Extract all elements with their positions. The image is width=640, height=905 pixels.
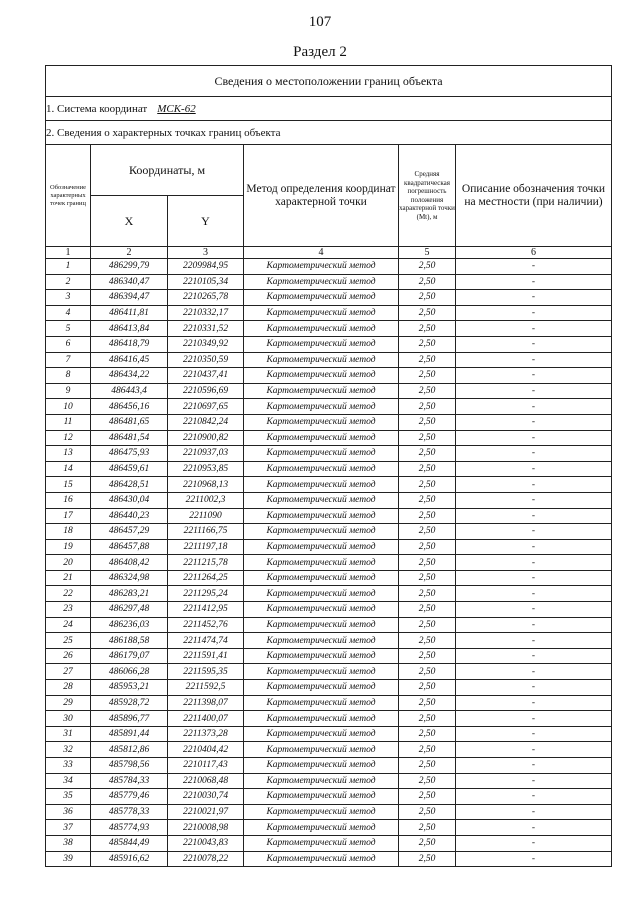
y-coordinate-cell: 2211400,07	[168, 711, 244, 727]
column-number: 2	[91, 247, 168, 259]
column-number: 4	[244, 247, 399, 259]
rms-cell: 2,50	[399, 368, 456, 384]
description-cell: -	[456, 851, 612, 867]
point-id-cell: 38	[46, 835, 91, 851]
y-coordinate-cell: 2210437,41	[168, 368, 244, 384]
x-coordinate-cell: 486408,42	[91, 555, 168, 571]
method-cell: Картометрический метод	[244, 648, 399, 664]
rms-cell: 2,50	[399, 336, 456, 352]
y-coordinate-cell: 2211166,75	[168, 524, 244, 540]
y-coordinate-cell: 2211398,07	[168, 695, 244, 711]
table-row	[46, 758, 612, 774]
x-coordinate-cell: 486236,03	[91, 617, 168, 633]
method-cell: Картометрический метод	[244, 726, 399, 742]
rms-cell: 2,50	[399, 586, 456, 602]
x-coordinate-cell: 485778,33	[91, 804, 168, 820]
description-cell: -	[456, 586, 612, 602]
method-cell: Картометрический метод	[244, 290, 399, 306]
x-coordinate-cell: 486394,47	[91, 290, 168, 306]
rms-cell: 2,50	[399, 305, 456, 321]
method-cell: Картометрический метод	[244, 555, 399, 571]
point-id-cell: 1	[46, 259, 91, 275]
column-number: 5	[399, 247, 456, 259]
description-cell: -	[456, 524, 612, 540]
point-id-cell: 10	[46, 399, 91, 415]
point-id-cell: 6	[46, 336, 91, 352]
header-rms: Средняя квадратическая погрешность положения характерной точки (Mt), м	[399, 145, 456, 247]
x-coordinate-cell: 486297,48	[91, 602, 168, 618]
point-id-cell: 20	[46, 555, 91, 571]
y-coordinate-cell: 2211474,74	[168, 633, 244, 649]
point-id-cell: 18	[46, 524, 91, 540]
y-coordinate-cell: 2211373,28	[168, 726, 244, 742]
rms-cell: 2,50	[399, 383, 456, 399]
method-cell: Картометрический метод	[244, 602, 399, 618]
method-cell: Картометрический метод	[244, 773, 399, 789]
rms-cell: 2,50	[399, 711, 456, 727]
column-number: 1	[46, 247, 91, 259]
table-row	[46, 711, 612, 727]
header-method: Метод определения координат характерной точки	[244, 145, 399, 247]
header-point: Обозначение характерных точек границ	[46, 145, 91, 247]
rms-cell: 2,50	[399, 290, 456, 306]
description-cell: -	[456, 368, 612, 384]
rms-cell: 2,50	[399, 804, 456, 820]
rms-cell: 2,50	[399, 648, 456, 664]
point-id-cell: 30	[46, 711, 91, 727]
table-row	[46, 804, 612, 820]
point-id-cell: 39	[46, 851, 91, 867]
x-coordinate-cell: 485774,93	[91, 820, 168, 836]
rms-cell: 2,50	[399, 726, 456, 742]
method-cell: Картометрический метод	[244, 461, 399, 477]
table-row	[46, 586, 612, 602]
header-x: X	[91, 196, 168, 247]
y-coordinate-cell: 2210842,24	[168, 414, 244, 430]
description-cell: -	[456, 259, 612, 275]
description-cell: -	[456, 321, 612, 337]
method-cell: Картометрический метод	[244, 414, 399, 430]
method-cell: Картометрический метод	[244, 758, 399, 774]
description-cell: -	[456, 773, 612, 789]
method-cell: Картометрический метод	[244, 274, 399, 290]
x-coordinate-cell: 486456,16	[91, 399, 168, 415]
rms-cell: 2,50	[399, 633, 456, 649]
x-coordinate-cell: 486434,22	[91, 368, 168, 384]
rms-cell: 2,50	[399, 446, 456, 462]
point-id-cell: 35	[46, 789, 91, 805]
rms-cell: 2,50	[399, 695, 456, 711]
rms-cell: 2,50	[399, 570, 456, 586]
point-id-cell: 9	[46, 383, 91, 399]
description-cell: -	[456, 648, 612, 664]
point-id-cell: 34	[46, 773, 91, 789]
y-coordinate-cell: 2210008,98	[168, 820, 244, 836]
rms-cell: 2,50	[399, 508, 456, 524]
table-row	[46, 680, 612, 696]
description-cell: -	[456, 570, 612, 586]
rms-cell: 2,50	[399, 414, 456, 430]
rms-cell: 2,50	[399, 259, 456, 275]
page-number: 107	[308, 14, 332, 30]
description-cell: -	[456, 758, 612, 774]
y-coordinate-cell: 2211452,76	[168, 617, 244, 633]
point-id-cell: 5	[46, 321, 91, 337]
description-cell: -	[456, 726, 612, 742]
rms-cell: 2,50	[399, 851, 456, 867]
rms-cell: 2,50	[399, 773, 456, 789]
description-cell: -	[456, 804, 612, 820]
point-id-cell: 8	[46, 368, 91, 384]
y-coordinate-cell: 2210105,34	[168, 274, 244, 290]
description-cell: -	[456, 789, 612, 805]
table-row	[46, 492, 612, 508]
description-cell: -	[456, 336, 612, 352]
table-row	[46, 336, 612, 352]
table-row	[46, 321, 612, 337]
rms-cell: 2,50	[399, 555, 456, 571]
description-cell: -	[456, 602, 612, 618]
y-coordinate-cell: 2210953,85	[168, 461, 244, 477]
y-coordinate-cell: 2211002,3	[168, 492, 244, 508]
x-coordinate-cell: 485896,77	[91, 711, 168, 727]
table-row	[46, 851, 612, 867]
rms-cell: 2,50	[399, 524, 456, 540]
description-cell: -	[456, 290, 612, 306]
description-cell: -	[456, 414, 612, 430]
x-coordinate-cell: 485784,33	[91, 773, 168, 789]
method-cell: Картометрический метод	[244, 617, 399, 633]
column-number: 6	[456, 247, 612, 259]
description-cell: -	[456, 305, 612, 321]
method-cell: Картометрический метод	[244, 695, 399, 711]
table-row	[46, 617, 612, 633]
x-coordinate-cell: 486416,45	[91, 352, 168, 368]
table-title: Сведения о местоположении границ объекта	[46, 66, 612, 97]
point-id-cell: 28	[46, 680, 91, 696]
method-cell: Картометрический метод	[244, 321, 399, 337]
x-coordinate-cell: 486481,54	[91, 430, 168, 446]
description-cell: -	[456, 352, 612, 368]
table-row	[46, 290, 612, 306]
point-id-cell: 14	[46, 461, 91, 477]
description-cell: -	[456, 383, 612, 399]
table-row	[46, 539, 612, 555]
x-coordinate-cell: 486443,4	[91, 383, 168, 399]
description-cell: -	[456, 664, 612, 680]
point-id-cell: 31	[46, 726, 91, 742]
y-coordinate-cell: 2210043,83	[168, 835, 244, 851]
method-cell: Картометрический метод	[244, 508, 399, 524]
point-id-cell: 23	[46, 602, 91, 618]
y-coordinate-cell: 2210332,17	[168, 305, 244, 321]
rms-cell: 2,50	[399, 820, 456, 836]
header-description: Описание обозначения точки на местности (при наличии)	[456, 145, 612, 247]
method-cell: Картометрический метод	[244, 430, 399, 446]
x-coordinate-cell: 485779,46	[91, 789, 168, 805]
method-cell: Картометрический метод	[244, 336, 399, 352]
rms-cell: 2,50	[399, 664, 456, 680]
rms-cell: 2,50	[399, 602, 456, 618]
header-y: Y	[168, 196, 244, 247]
description-cell: -	[456, 835, 612, 851]
y-coordinate-cell: 2210937,03	[168, 446, 244, 462]
y-coordinate-cell: 2211090	[168, 508, 244, 524]
description-cell: -	[456, 617, 612, 633]
table-row	[46, 773, 612, 789]
table-row	[46, 274, 612, 290]
x-coordinate-cell: 486066,28	[91, 664, 168, 680]
y-coordinate-cell: 2209984,95	[168, 259, 244, 275]
table-row	[46, 742, 612, 758]
section-title: Раздел 2	[293, 44, 347, 60]
x-coordinate-cell: 486340,47	[91, 274, 168, 290]
method-cell: Картометрический метод	[244, 804, 399, 820]
rms-cell: 2,50	[399, 742, 456, 758]
point-id-cell: 19	[46, 539, 91, 555]
x-coordinate-cell: 486283,21	[91, 586, 168, 602]
y-coordinate-cell: 2210117,43	[168, 758, 244, 774]
point-id-cell: 29	[46, 695, 91, 711]
method-cell: Картометрический метод	[244, 680, 399, 696]
x-coordinate-cell: 486440,23	[91, 508, 168, 524]
point-id-cell: 13	[46, 446, 91, 462]
rms-cell: 2,50	[399, 477, 456, 493]
description-cell: -	[456, 742, 612, 758]
method-cell: Картометрический метод	[244, 711, 399, 727]
y-coordinate-cell: 2210265,78	[168, 290, 244, 306]
x-coordinate-cell: 486299,79	[91, 259, 168, 275]
description-cell: -	[456, 274, 612, 290]
rms-cell: 2,50	[399, 399, 456, 415]
method-cell: Картометрический метод	[244, 477, 399, 493]
point-id-cell: 22	[46, 586, 91, 602]
rms-cell: 2,50	[399, 430, 456, 446]
point-id-cell: 24	[46, 617, 91, 633]
coord-system-row	[46, 97, 612, 121]
table-row	[46, 602, 612, 618]
x-coordinate-cell: 486457,29	[91, 524, 168, 540]
table-row	[46, 726, 612, 742]
table-row	[46, 399, 612, 415]
table-row	[46, 461, 612, 477]
description-cell: -	[456, 399, 612, 415]
rms-cell: 2,50	[399, 758, 456, 774]
point-id-cell: 37	[46, 820, 91, 836]
table-row	[46, 664, 612, 680]
rms-cell: 2,50	[399, 274, 456, 290]
method-cell: Картометрический метод	[244, 633, 399, 649]
points-section-label: 2. Сведения о характерных точках границ объекта	[46, 121, 612, 145]
point-id-cell: 32	[46, 742, 91, 758]
point-id-cell: 26	[46, 648, 91, 664]
point-id-cell: 25	[46, 633, 91, 649]
table-row	[46, 695, 612, 711]
x-coordinate-cell: 485798,56	[91, 758, 168, 774]
description-cell: -	[456, 711, 612, 727]
point-id-cell: 11	[46, 414, 91, 430]
table-row	[46, 446, 612, 462]
x-coordinate-cell: 486459,61	[91, 461, 168, 477]
description-cell: -	[456, 820, 612, 836]
rms-cell: 2,50	[399, 461, 456, 477]
rms-cell: 2,50	[399, 789, 456, 805]
coord-system-label: 1. Система координат	[46, 102, 148, 115]
point-id-cell: 33	[46, 758, 91, 774]
y-coordinate-cell: 2210968,13	[168, 477, 244, 493]
x-coordinate-cell: 486413,84	[91, 321, 168, 337]
x-coordinate-cell: 486428,51	[91, 477, 168, 493]
table-row	[46, 524, 612, 540]
table-row	[46, 633, 612, 649]
point-id-cell: 2	[46, 274, 91, 290]
x-coordinate-cell: 486418,79	[91, 336, 168, 352]
description-cell: -	[456, 633, 612, 649]
y-coordinate-cell: 2210068,48	[168, 773, 244, 789]
y-coordinate-cell: 2211595,35	[168, 664, 244, 680]
method-cell: Картометрический метод	[244, 664, 399, 680]
method-cell: Картометрический метод	[244, 789, 399, 805]
header-coordinates: Координаты, м	[91, 145, 244, 196]
x-coordinate-cell: 485812,86	[91, 742, 168, 758]
method-cell: Картометрический метод	[244, 835, 399, 851]
method-cell: Картометрический метод	[244, 259, 399, 275]
table-row	[46, 570, 612, 586]
point-id-cell: 15	[46, 477, 91, 493]
description-cell: -	[456, 539, 612, 555]
x-coordinate-cell: 486481,65	[91, 414, 168, 430]
y-coordinate-cell: 2210331,52	[168, 321, 244, 337]
x-coordinate-cell: 486188,58	[91, 633, 168, 649]
table-row	[46, 414, 612, 430]
boundary-table	[45, 65, 612, 867]
description-cell: -	[456, 555, 612, 571]
method-cell: Картометрический метод	[244, 305, 399, 321]
table-row	[46, 430, 612, 446]
method-cell: Картометрический метод	[244, 851, 399, 867]
x-coordinate-cell: 486324,98	[91, 570, 168, 586]
description-cell: -	[456, 430, 612, 446]
y-coordinate-cell: 2210030,74	[168, 789, 244, 805]
rms-cell: 2,50	[399, 617, 456, 633]
y-coordinate-cell: 2211591,41	[168, 648, 244, 664]
x-coordinate-cell: 485928,72	[91, 695, 168, 711]
description-cell: -	[456, 492, 612, 508]
point-id-cell: 27	[46, 664, 91, 680]
description-cell: -	[456, 477, 612, 493]
y-coordinate-cell: 2210900,82	[168, 430, 244, 446]
y-coordinate-cell: 2210078,22	[168, 851, 244, 867]
table-row	[46, 555, 612, 571]
y-coordinate-cell: 2210697,65	[168, 399, 244, 415]
table-row	[46, 368, 612, 384]
description-cell: -	[456, 508, 612, 524]
x-coordinate-cell: 485844,49	[91, 835, 168, 851]
point-id-cell: 12	[46, 430, 91, 446]
table-row	[46, 305, 612, 321]
y-coordinate-cell: 2210349,92	[168, 336, 244, 352]
point-id-cell: 3	[46, 290, 91, 306]
table-row	[46, 820, 612, 836]
points-table-body	[46, 259, 612, 867]
description-cell: -	[456, 680, 612, 696]
table-row	[46, 352, 612, 368]
method-cell: Картометрический метод	[244, 539, 399, 555]
rms-cell: 2,50	[399, 680, 456, 696]
y-coordinate-cell: 2210404,42	[168, 742, 244, 758]
rms-cell: 2,50	[399, 492, 456, 508]
description-cell: -	[456, 695, 612, 711]
table-row	[46, 508, 612, 524]
rms-cell: 2,50	[399, 835, 456, 851]
x-coordinate-cell: 485953,21	[91, 680, 168, 696]
point-id-cell: 4	[46, 305, 91, 321]
method-cell: Картометрический метод	[244, 352, 399, 368]
description-cell: -	[456, 446, 612, 462]
column-number: 3	[168, 247, 244, 259]
description-cell: -	[456, 461, 612, 477]
x-coordinate-cell: 486475,93	[91, 446, 168, 462]
y-coordinate-cell: 2211412,95	[168, 602, 244, 618]
method-cell: Картометрический метод	[244, 820, 399, 836]
y-coordinate-cell: 2211592,5	[168, 680, 244, 696]
method-cell: Картометрический метод	[244, 492, 399, 508]
y-coordinate-cell: 2211264,25	[168, 570, 244, 586]
method-cell: Картометрический метод	[244, 570, 399, 586]
point-id-cell: 21	[46, 570, 91, 586]
method-cell: Картометрический метод	[244, 383, 399, 399]
x-coordinate-cell: 485916,62	[91, 851, 168, 867]
x-coordinate-cell: 485891,44	[91, 726, 168, 742]
method-cell: Картометрический метод	[244, 524, 399, 540]
table-row	[46, 383, 612, 399]
point-id-cell: 36	[46, 804, 91, 820]
column-numbers-row	[46, 247, 612, 259]
table-row	[46, 259, 612, 275]
point-id-cell: 17	[46, 508, 91, 524]
rms-cell: 2,50	[399, 539, 456, 555]
x-coordinate-cell: 486457,88	[91, 539, 168, 555]
method-cell: Картометрический метод	[244, 446, 399, 462]
table-row	[46, 477, 612, 493]
x-coordinate-cell: 486411,81	[91, 305, 168, 321]
x-coordinate-cell: 486430,04	[91, 492, 168, 508]
table-row	[46, 835, 612, 851]
point-id-cell: 7	[46, 352, 91, 368]
method-cell: Картометрический метод	[244, 368, 399, 384]
y-coordinate-cell: 2211197,18	[168, 539, 244, 555]
y-coordinate-cell: 2211215,78	[168, 555, 244, 571]
rms-cell: 2,50	[399, 352, 456, 368]
y-coordinate-cell: 2210021,97	[168, 804, 244, 820]
y-coordinate-cell: 2210596,69	[168, 383, 244, 399]
method-cell: Картометрический метод	[244, 399, 399, 415]
table-row	[46, 648, 612, 664]
method-cell: Картометрический метод	[244, 742, 399, 758]
x-coordinate-cell: 486179,07	[91, 648, 168, 664]
method-cell: Картометрический метод	[244, 586, 399, 602]
table-row	[46, 789, 612, 805]
y-coordinate-cell: 2210350,59	[168, 352, 244, 368]
rms-cell: 2,50	[399, 321, 456, 337]
coord-system-value: МСК-62	[157, 102, 196, 115]
point-id-cell: 16	[46, 492, 91, 508]
y-coordinate-cell: 2211295,24	[168, 586, 244, 602]
